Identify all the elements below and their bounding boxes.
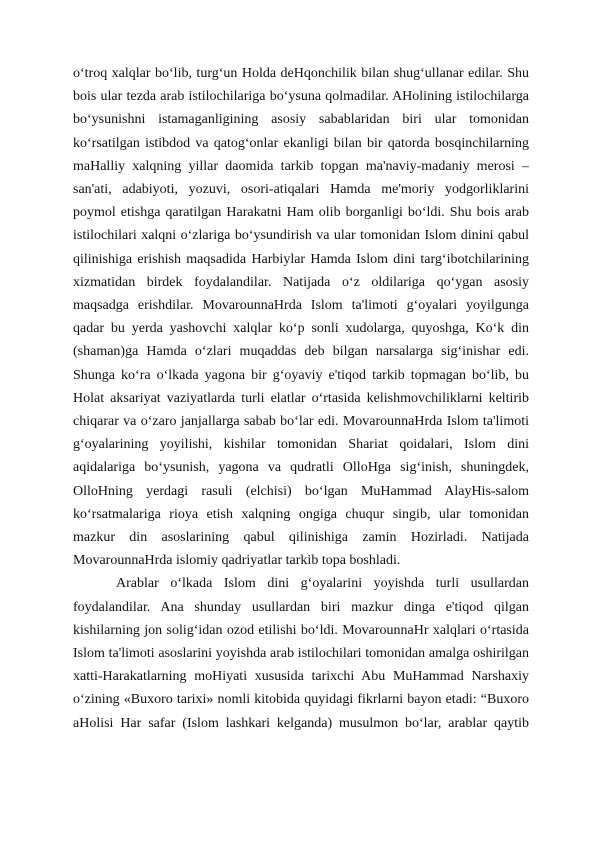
text-line: Islom ta'limoti asoslarini yoyishda arab istilochilari tomonidan amalga oshirilgan — [73, 646, 529, 662]
text-line: bois ular tezda arab istilochilariga bo‘ysuna qolmadilar. AHolining istilochilarga — [73, 89, 529, 105]
text-line: bo‘ysunishni istamaganligining asosiy sabablaridan biri ular tomonidan — [73, 112, 529, 128]
text-line: chiqarar va o‘zaro janjallarga sabab bo‘lar edi. MovarounnaHrda Islom ta'limoti — [73, 414, 529, 430]
text-line: o‘troq xalqlar bo‘lib, turg‘un Holda deHqonchilik bilan shug‘ullanar edilar. Shu — [73, 66, 529, 81]
text-line: aqidalariga bo‘ysunish, yagona va qudratli OlloHga sig‘inish, shuningdek, — [73, 460, 529, 476]
paragraph — [73, 62, 529, 572]
text-line: ko‘rsatmalariga rioya etish xalqning ongiga chuqur singib, ular tomonidan — [73, 506, 529, 522]
text-line: kishilarning jon solig‘idan ozod etilishi bo‘ldi. MovarounnaHr xalqlari o‘rtasida — [73, 622, 529, 638]
text-line: o‘zining «Buxoro tarixi» nomli kitobida quyidagi fikrlarni bayon etadi: “Buxoro — [73, 692, 529, 708]
text-line: poymol etishga qaratilgan Harakatni Ham olib borganligi bo‘ldi. Shu bois arab — [73, 205, 529, 221]
text-line: Shunga ko‘ra o‘lkada yagona bir g‘oyaviy e'tiqod tarkib topmagan bo‘lib, bu — [73, 367, 529, 383]
text-line: istilochilari xalqni o‘zlariga bo‘ysundirish va ular tomonidan Islom dinini qabul — [73, 228, 529, 244]
paragraph — [73, 572, 529, 734]
text-line: ko‘rsatilgan istibdod va qatog‘onlar ekanligi bilan bir qatorda bosqinchilarning — [73, 135, 529, 151]
text-line: foydalandilar. Ana shunday usullardan biri mazkur dinga e'tiqod qilgan — [73, 599, 529, 615]
text-line: aHolisi Har safar (Islom lashkari kelganda) musulmon bo‘lar, arablar qaytib — [73, 715, 529, 731]
text-line: OlloHning yerdagi rasuli (elchisi) bo‘lgan MuHammad AlayHis-salom — [73, 483, 529, 499]
text-line: qadar bu yerda yashovchi xalqlar ko‘p sonli xudolarga, quyoshga, Ko‘k din — [73, 321, 529, 337]
text-line: qilinishiga erishish maqsadida Harbiylar Hamda Islom dini targ‘ibotchilarining — [73, 251, 529, 267]
text-line: MovarounnaHrda islomiy qadriyatlar tarkib topa boshladi. — [73, 553, 401, 569]
text-line: (shaman)ga Hamda o‘zlari muqaddas deb bilgan narsalarga sig‘inishar edi. — [73, 344, 529, 360]
text-line: mazkur din asoslarining qabul qilinishiga zamin Hozirladi. Natijada — [73, 530, 529, 546]
text-line: xatti-Harakatlarning moHiyati xususida tarixchi Abu MuHammad Narshaxiy — [73, 669, 529, 685]
text-line: Holat aksariyat vaziyatlarda turli elatlar o‘rtasida kelishmovchiliklarni keltirib — [73, 390, 529, 406]
text-line: maqsadga erishdilar. MovarounnaHrda Islom ta'limoti g‘oyalari yoyilgunga — [73, 298, 529, 314]
text-line: Arablar o‘lkada Islom dini g‘oyalarini yoyishda turli usullardan — [116, 576, 529, 592]
text-line: g‘oyalarining yoyilishi, kishilar tomonidan Shariat qoidalari, Islom dini — [73, 437, 529, 453]
text-line: san'ati, adabiyoti, yozuvi, osori-atiqalari Hamda me'moriy yodgorliklarini — [73, 182, 529, 198]
text-line: maHalliy xalqning yillar daomida tarkib topgan ma'naviy-madaniy merosi – — [73, 158, 529, 174]
document-body — [73, 62, 529, 735]
text-line: xizmatidan birdek foydalandilar. Natijada o‘z oldilariga qo‘ygan asosiy — [73, 274, 529, 290]
